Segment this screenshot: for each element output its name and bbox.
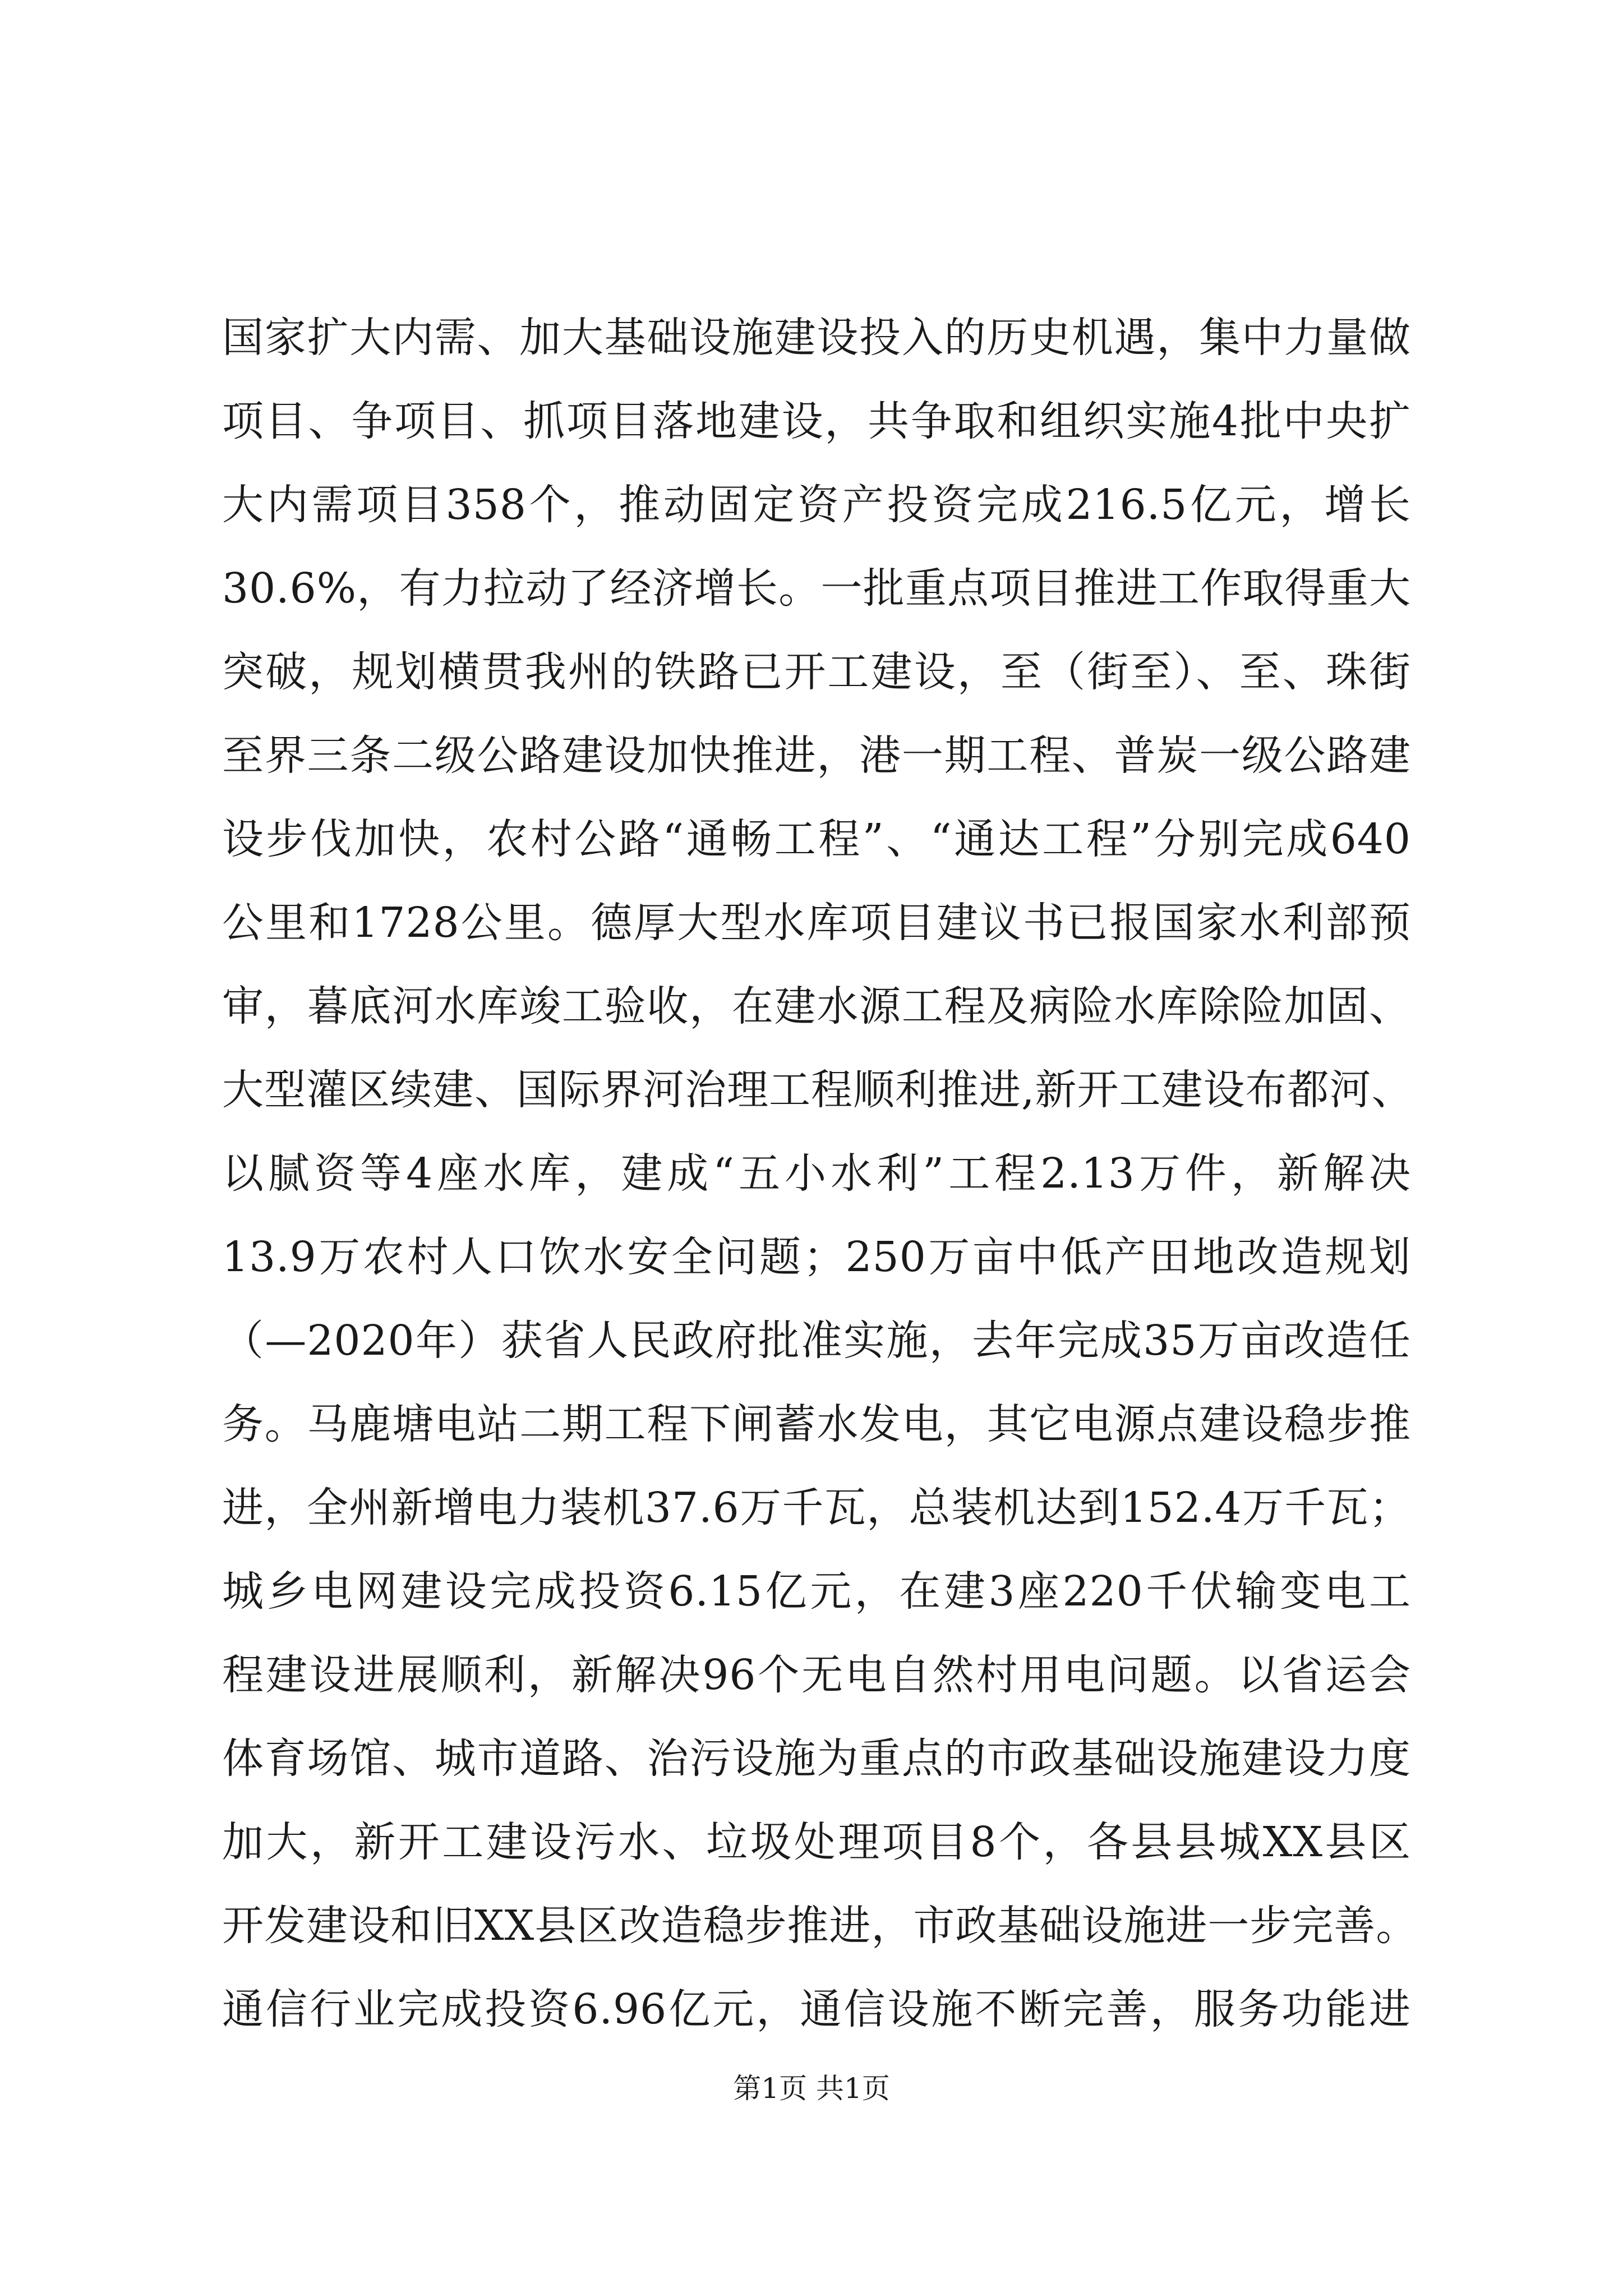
text-line: 审，暮底河水库竣工验收，在建水源工程及病险水库除险加固、 (222, 982, 1411, 1030)
text-line: 务。马鹿塘电站二期工程下闸蓄水发电，其它电源点建设稳步推 (222, 1400, 1411, 1448)
text-line: 项目、争项目、抓项目落地建设，共争取和组织实施4批中央扩 (222, 397, 1411, 445)
text-line: 13.9万农村人口饮水安全问题；250万亩中低产田地改造规划 (222, 1233, 1411, 1281)
text-line: 以腻资等4座水库，建成“五小水利”工程2.13万件，新解决 (222, 1149, 1411, 1198)
text-line: （—2020年）获省人民政府批准实施，去年完成35万亩改造任 (222, 1317, 1411, 1365)
text-line: 30.6%，有力拉动了经济增长。一批重点项目推进工作取得重大 (222, 564, 1411, 613)
text-line: 程建设进展顺利，新解决96个无电自然村用电问题。以省运会 (222, 1651, 1411, 1699)
text-line: 突破，规划横贯我州的铁路已开工建设，至（街至）、至、珠街 (222, 648, 1411, 696)
text-line: 大型灌区续建、国际界河治理工程顺利推进,新开工建设布都河、 (222, 1066, 1414, 1114)
text-line: 大内需项目358个，推动固定资产投资完成216.5亿元，增长 (222, 481, 1411, 529)
text-line: 设步伐加快，农村公路“通畅工程”、“通达工程”分别完成640 (222, 815, 1411, 863)
text-line: 通信行业完成投资6.96亿元，通信设施不断完善，服务功能进 (222, 1985, 1411, 2033)
text-line: 国家扩大内需、加大基础设施建设投入的历史机遇，集中力量做 (222, 314, 1411, 362)
text-line: 开发建设和旧XX县区改造稳步推进，市政基础设施进一步完善。 (222, 1902, 1418, 1950)
text-line: 加大，新开工建设污水、垃圾处理项目8个，各县县城XX县区 (222, 1818, 1411, 1866)
text-line: 城乡电网建设完成投资6.15亿元，在建3座220千伏输变电工 (222, 1567, 1411, 1616)
page-footer: 第1页 共1页 (733, 2072, 890, 2105)
text-line: 至界三条二级公路建设加快推进，港一期工程、普炭一级公路建 (222, 731, 1411, 780)
text-line: 公里和1728公里。德厚大型水库项目建议书已报国家水利部预 (222, 899, 1411, 947)
text-line: 进，全州新增电力装机37.6万千瓦，总装机达到152.4万千瓦； (222, 1484, 1411, 1532)
text-line: 体育场馆、城市道路、治污设施为重点的市政基础设施建设力度 (222, 1734, 1411, 1783)
body-text (222, 296, 1418, 2051)
